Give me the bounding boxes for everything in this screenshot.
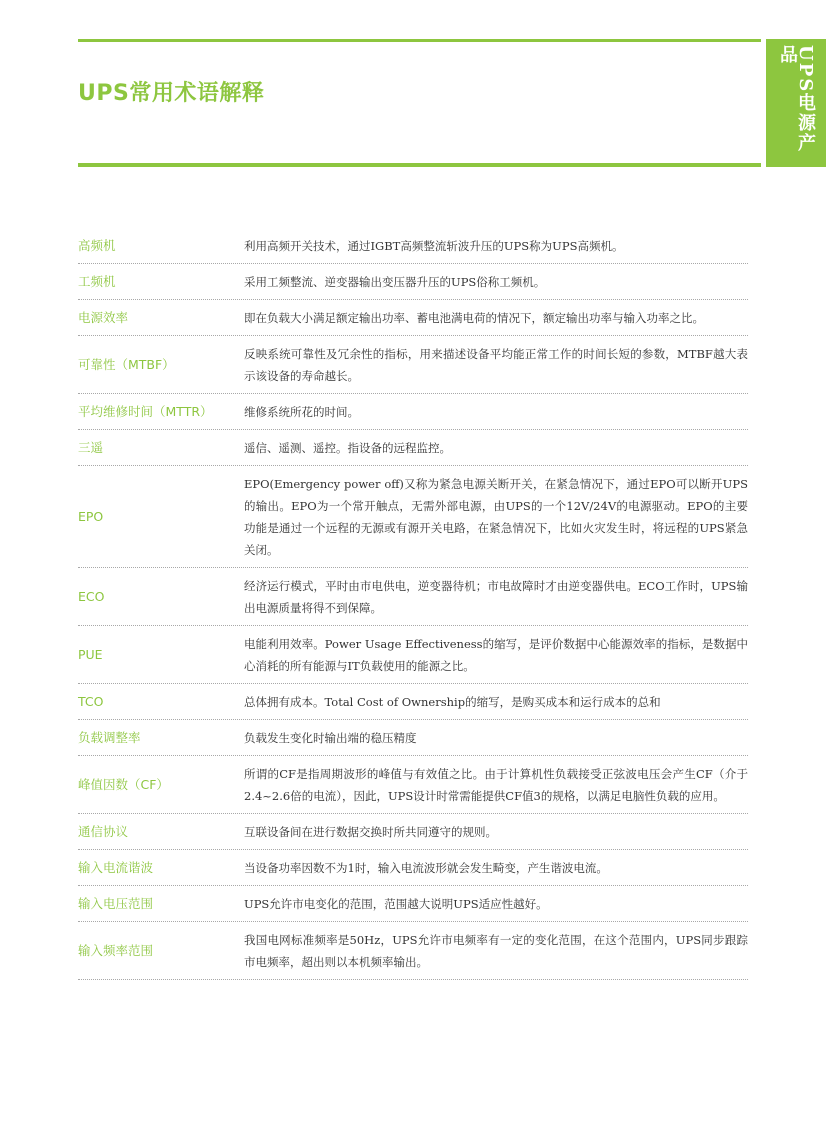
term-name: ECO (78, 589, 105, 605)
term-description: 遥信、遥测、遥控。指设备的远程监控。 (244, 441, 451, 455)
glossary-row (78, 626, 748, 684)
term-description: EPO(Emergency power off)又称为紧急电源关断开关，在紧急情况下，通过EPO可以断开UPS的输出。EPO为一个常开触点，无需外部电源，由UPS的一个12V/24V的电源驱动。EPO的主要功能是通过一个远程的无源或有源开关电路，在紧急情况下，比如火灾发生时，将远程的UPS紧急关闭。 (244, 477, 748, 557)
term-description: 即在负载大小满足额定输出功率、蓄电池满电荷的情况下，额定输出功率与输入功率之比。 (244, 311, 704, 325)
term-description: 负载发生变化时输出端的稳压精度 (244, 731, 417, 745)
term-description: 我国电网标准频率是50Hz，UPS允许市电频率有一定的变化范围，在这个范围内，UPS同步跟踪市电频率，超出则以本机频率输出。 (244, 933, 748, 969)
glossary-row (78, 430, 748, 466)
term-description: 互联设备间在进行数据交换时所共同遵守的规则。 (244, 825, 497, 839)
term-name: 通信协议 (78, 824, 129, 840)
glossary-row (78, 264, 748, 300)
header-bottom-rule (78, 163, 761, 167)
glossary-row (78, 720, 748, 756)
term-description: UPS允许市电变化的范围，范围越大说明UPS适应性越好。 (244, 897, 548, 911)
term-name: 输入频率范围 (78, 943, 154, 959)
glossary-row (78, 850, 748, 886)
glossary-list (78, 228, 748, 980)
term-name: EPO (78, 509, 104, 525)
glossary-row (78, 684, 748, 720)
glossary-row (78, 922, 748, 980)
term-description: 利用高频开关技术，通过IGBT高频整流斩波升压的UPS称为UPS高频机。 (244, 239, 624, 253)
term-description: 当设备功率因数不为1时，输入电流波形就会发生畸变，产生谐波电流。 (244, 861, 608, 875)
page-title: UPS常用术语解释 (78, 81, 265, 106)
term-name: 高频机 (78, 238, 116, 254)
section-side-tab-label: UPS电源产品 (777, 45, 816, 154)
glossary-row (78, 886, 748, 922)
term-description: 采用工频整流、逆变器输出变压器升压的UPS俗称工频机。 (244, 275, 546, 289)
glossary-row (78, 228, 748, 264)
glossary-row (78, 394, 748, 430)
glossary-row (78, 466, 748, 568)
term-description: 电能利用效率。Power Usage Effectiveness的缩写，是评价数据中心能源效率的指标，是数据中心消耗的所有能源与IT负载使用的能源之比。 (244, 637, 748, 673)
term-name: 峰值因数（CF） (78, 777, 169, 793)
term-description: 维修系统所花的时间。 (244, 405, 359, 419)
glossary-row (78, 300, 748, 336)
header-top-rule (78, 39, 761, 42)
term-name: 工频机 (78, 274, 116, 290)
term-description: 总体拥有成本。Total Cost of Ownership的缩写，是购买成本和运行成本的总和 (244, 695, 661, 709)
term-name: 负载调整率 (78, 730, 141, 746)
glossary-row (78, 756, 748, 814)
term-description: 经济运行模式，平时由市电供电，逆变器待机；市电故障时才由逆变器供电。ECO工作时，UPS输出电源质量将得不到保障。 (244, 579, 748, 615)
term-name: 输入电流谐波 (78, 860, 154, 876)
glossary-row (78, 568, 748, 626)
term-description: 所谓的CF是指周期波形的峰值与有效值之比。由于计算机性负载接受正弦波电压会产生CF（介于2.4~2.6倍的电流），因此，UPS设计时常需能提供CF值3的规格，以满足电脑性负载的应用。 (244, 767, 748, 803)
glossary-row (78, 336, 748, 394)
term-name: 输入电压范围 (78, 896, 154, 912)
term-name: PUE (78, 647, 103, 663)
term-name: TCO (78, 694, 104, 710)
section-side-tab (766, 39, 826, 167)
term-name: 三遥 (78, 440, 104, 456)
glossary-row (78, 814, 748, 850)
term-name: 可靠性（MTBF） (78, 357, 175, 373)
term-name: 平均维修时间（MTTR） (78, 404, 213, 420)
term-description: 反映系统可靠性及冗余性的指标，用来描述设备平均能正常工作的时间长短的参数，MTBF越大表示该设备的寿命越长。 (244, 347, 748, 383)
term-name: 电源效率 (78, 310, 129, 326)
